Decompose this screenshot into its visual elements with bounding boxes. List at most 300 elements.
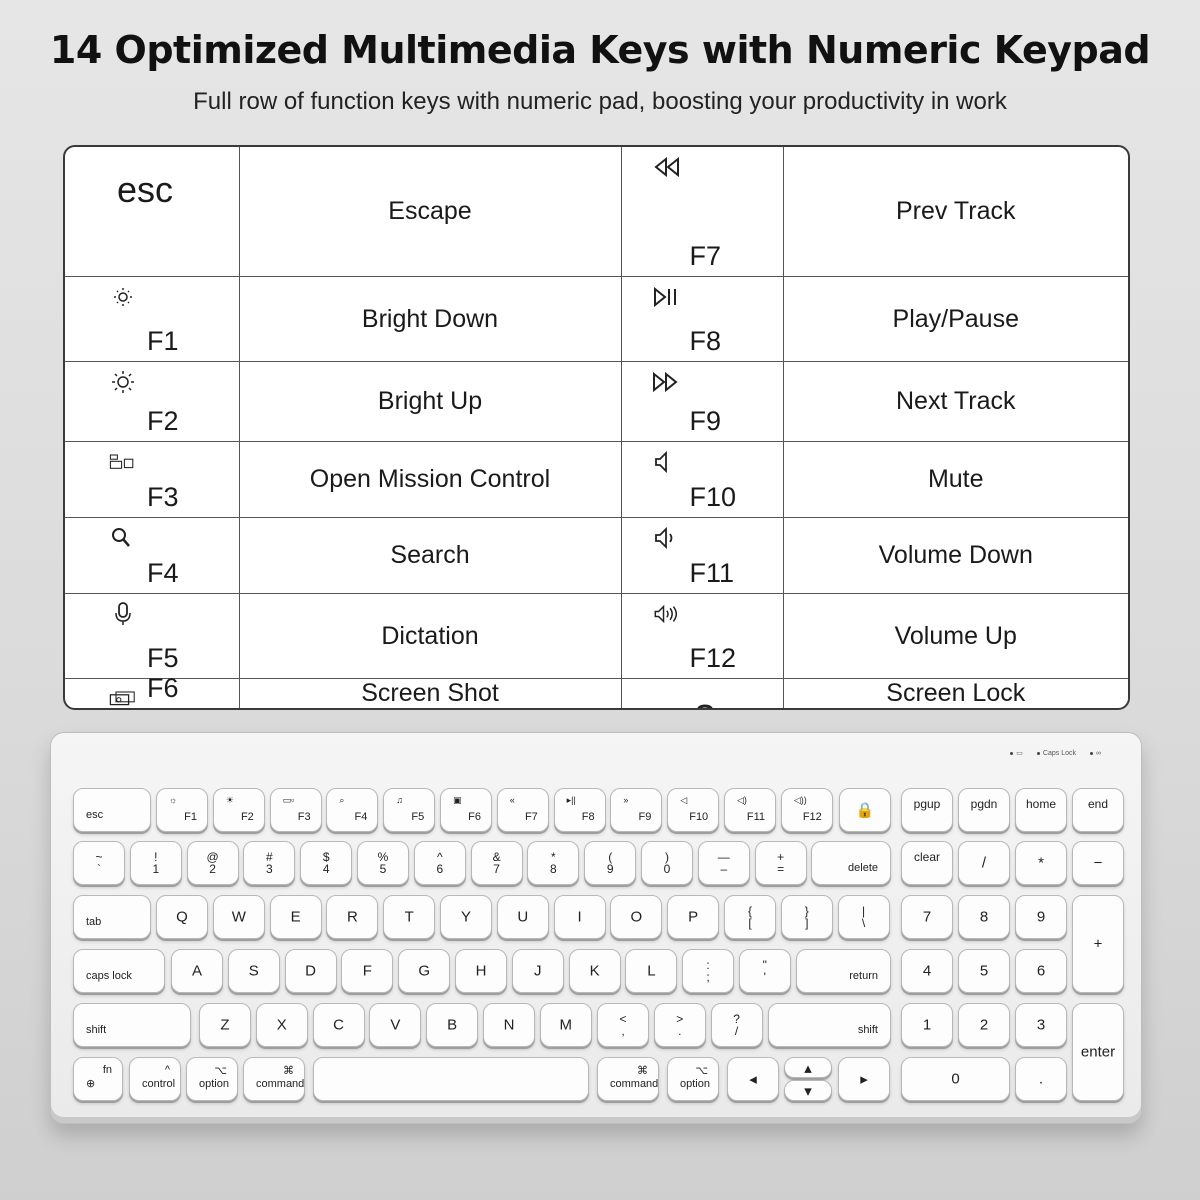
key-cell-f9 [621, 362, 783, 442]
battery-icon: ▭ [1016, 750, 1023, 757]
key-legend: } [804, 904, 809, 918]
key-description: Volume Down [783, 518, 1128, 594]
caps-lock-indicator [1037, 750, 1076, 757]
key-legend: 7 [493, 862, 500, 876]
key-esc[interactable] [73, 788, 151, 832]
key-pad-plus[interactable] [1072, 895, 1124, 993]
key-num[interactable] [300, 841, 352, 885]
key-legend: # [266, 850, 273, 864]
key-letter[interactable] [171, 949, 223, 993]
key-pad[interactable] [1015, 841, 1067, 885]
key-shift-left[interactable] [73, 1003, 191, 1047]
key-legend: option [680, 1078, 710, 1090]
key-legend: caps lock [86, 970, 132, 982]
fast-forward-icon [652, 370, 680, 394]
key-pad[interactable] [901, 895, 953, 939]
key-f7[interactable] [497, 788, 549, 832]
key-legend: A [191, 962, 202, 980]
arrow-up-icon: ▴ [804, 1059, 812, 1077]
key-option-right[interactable] [667, 1057, 719, 1101]
key-letter[interactable] [569, 949, 621, 993]
key-label: F7 [689, 241, 722, 271]
key-legend: . [678, 1024, 682, 1038]
key-f6[interactable] [440, 788, 492, 832]
key-legend: ; [706, 970, 710, 984]
key-pad-enter[interactable] [1072, 1003, 1124, 1101]
key-num[interactable] [641, 841, 693, 885]
key-legend: @ [206, 850, 219, 864]
key-lock[interactable] [839, 788, 891, 832]
key-symbol[interactable] [597, 1003, 649, 1047]
key-legend: ? [733, 1012, 740, 1026]
table-row [65, 147, 1128, 277]
key-legend: 5 [979, 962, 989, 980]
key-cell-f11 [621, 518, 783, 594]
key-pad[interactable] [958, 841, 1010, 885]
key-legend: ! [154, 850, 158, 864]
key-legend: F10 [689, 811, 709, 823]
key-letter[interactable] [426, 1003, 478, 1047]
key-pad[interactable] [1015, 949, 1067, 993]
control-symbol: ^ [164, 1064, 170, 1076]
fn-icon: ♫ [396, 795, 403, 805]
key-legend: 6 [436, 862, 444, 876]
key-legend: R [346, 908, 358, 926]
key-legend: ` [97, 862, 101, 876]
key-f11[interactable] [724, 788, 776, 832]
key-legend: Q [176, 908, 188, 926]
key-symbol[interactable] [838, 895, 890, 939]
key-letter[interactable] [270, 895, 322, 939]
key-legend: S [248, 962, 259, 980]
key-legend: C [333, 1016, 345, 1034]
key-letter[interactable] [369, 1003, 421, 1047]
key-f9[interactable] [610, 788, 662, 832]
key-pad-dot[interactable] [1015, 1057, 1067, 1101]
mission-control-icon [109, 450, 137, 474]
key-description: Bright Down [239, 277, 621, 362]
key-label: F11 [689, 558, 735, 588]
key-legend: X [276, 1016, 287, 1034]
key-description: Dictation [239, 594, 621, 679]
command-symbol: ⌘ [283, 1065, 294, 1077]
key-legend: L [647, 962, 656, 980]
key-legend: H [475, 962, 487, 980]
key-legend: * [551, 850, 556, 864]
key-letter[interactable] [285, 949, 337, 993]
key-cell-f7 [621, 147, 783, 277]
key-legend: J [534, 962, 542, 980]
key-pgup[interactable] [901, 788, 953, 832]
arrow-left-icon: ◂ [749, 1071, 757, 1088]
option-symbol: ⌥ [695, 1065, 708, 1077]
key-legend: delete [848, 862, 878, 874]
brightness-up-icon [109, 370, 137, 394]
key-description: Play/Pause [783, 277, 1128, 362]
key-legend: P [688, 908, 699, 926]
key-legend: pgup [913, 797, 941, 811]
key-legend: / [981, 854, 987, 872]
key-legend: U [517, 908, 529, 926]
function-key-table [63, 145, 1130, 710]
key-legend: M [559, 1016, 573, 1034]
key-symbol[interactable] [724, 895, 776, 939]
key-command-right[interactable] [597, 1057, 659, 1101]
link-icon: ∞ [1096, 749, 1101, 757]
key-label: F2 [147, 406, 179, 436]
key-symbol[interactable] [739, 949, 791, 993]
key-legend: F11 [746, 811, 765, 823]
key-legend: F7 [524, 811, 538, 823]
fn-icon: » [623, 795, 629, 805]
key-cell-f6 [65, 673, 239, 709]
key-legend: return [849, 970, 878, 982]
rewind-icon [652, 155, 680, 179]
key-f4[interactable] [326, 788, 378, 832]
key-legend: 9 [606, 862, 614, 876]
key-label: F8 [689, 326, 722, 356]
fn-icon: ▭▫ [282, 795, 295, 805]
key-letter[interactable] [512, 949, 564, 993]
key-num[interactable] [130, 841, 182, 885]
key-legend: 1 [922, 1016, 932, 1034]
key-pad[interactable] [1015, 895, 1067, 939]
key-legend: F6 [468, 811, 481, 823]
key-num[interactable] [755, 841, 807, 885]
key-f1[interactable] [156, 788, 208, 832]
key-legend: control [142, 1078, 176, 1090]
key-symbol[interactable] [654, 1003, 706, 1047]
key-symbol[interactable] [682, 949, 734, 993]
key-legend: F1 [184, 811, 197, 823]
key-f3[interactable] [270, 788, 322, 832]
key-description: Volume Up [783, 594, 1128, 679]
key-letter[interactable] [383, 895, 435, 939]
key-pad[interactable] [1015, 1003, 1067, 1047]
key-letter[interactable] [554, 895, 606, 939]
key-legend: N [503, 1016, 515, 1034]
key-legend: F12 [802, 811, 822, 823]
key-f10[interactable] [667, 788, 719, 832]
key-pad[interactable] [958, 949, 1010, 993]
key-legend: clear [913, 850, 940, 864]
key-legend: = [777, 862, 785, 876]
key-legend: / [734, 1024, 739, 1038]
key-letter[interactable] [228, 949, 280, 993]
key-letter[interactable] [199, 1003, 251, 1047]
key-legend: ( [608, 850, 613, 864]
key-description: Bright Up [239, 362, 621, 442]
key-legend: % [377, 850, 389, 864]
key-letter[interactable] [398, 949, 450, 993]
key-legend: G [418, 962, 431, 980]
key-arrow-left[interactable] [727, 1057, 779, 1101]
battery-indicator [1010, 749, 1023, 757]
key-legend: Z [220, 1016, 230, 1034]
fn-icon: ☼ [169, 795, 178, 805]
key-legend: . [1038, 1070, 1044, 1088]
caps-lock-led-label: Caps Lock [1042, 749, 1076, 757]
lock-icon: 🔒 [855, 802, 875, 819]
key-label: F9 [689, 406, 722, 436]
key-cell-esc [65, 147, 239, 277]
key-cell-f1 [65, 277, 239, 362]
key-legend: − [1093, 854, 1103, 872]
key-label: F5 [147, 643, 179, 673]
key-delete[interactable] [811, 841, 891, 885]
fn-icon: ◁ [680, 795, 688, 805]
play-pause-icon [652, 285, 680, 309]
key-f5[interactable] [383, 788, 435, 832]
key-legend: > [676, 1012, 684, 1026]
key-legend: ] [805, 916, 809, 930]
key-legend: F5 [411, 811, 425, 823]
key-legend: – [720, 862, 728, 876]
key-legend: 3 [266, 862, 273, 876]
key-letter[interactable] [610, 895, 662, 939]
key-cell-f12 [621, 594, 783, 679]
key-legend: — [717, 850, 730, 864]
key-letter[interactable] [540, 1003, 592, 1047]
key-legend: I [577, 908, 582, 926]
key-legend: F4 [354, 811, 368, 823]
key-legend: F8 [581, 811, 595, 823]
key-legend: , [621, 1024, 625, 1038]
key-letter[interactable] [341, 949, 393, 993]
page-subtitle: Full row of function keys with numeric pad, boosting your productivity in work [193, 88, 1007, 115]
key-legend: end [1087, 797, 1109, 811]
fn-icon: ▸|| [566, 795, 576, 805]
key-num[interactable] [584, 841, 636, 885]
key-letter[interactable] [497, 895, 549, 939]
fn-icon: ⌕ [339, 795, 345, 805]
key-legend: $ [322, 850, 330, 864]
key-f8[interactable] [554, 788, 606, 832]
fn-icon: ▣ [453, 795, 462, 805]
key-arrow-up[interactable] [784, 1057, 832, 1078]
key-label: F6 [147, 673, 179, 703]
led-indicators [1010, 749, 1101, 757]
key-legend: ~ [95, 850, 103, 864]
key-legend: F9 [638, 811, 652, 823]
mute-icon [652, 450, 680, 474]
key-legend: V [390, 1016, 401, 1034]
table-row [65, 277, 1128, 362]
bluetooth-indicator [1090, 750, 1101, 757]
key-tab[interactable] [73, 895, 151, 939]
key-cell-f3 [65, 442, 239, 518]
key-letter[interactable] [483, 1003, 535, 1047]
key-legend: ^ [436, 850, 443, 864]
key-legend: shift [86, 1024, 107, 1036]
key-legend: O [630, 908, 643, 926]
key-pad[interactable] [958, 895, 1010, 939]
command-symbol: ⌘ [637, 1065, 648, 1077]
key-legend: + [1093, 935, 1103, 953]
arrow-right-icon: ▸ [860, 1071, 868, 1088]
key-arrow-down[interactable] [784, 1080, 832, 1101]
key-f12[interactable] [781, 788, 833, 832]
key-cell-lock [621, 679, 783, 709]
table-row [65, 518, 1128, 594]
key-legend: esc [86, 809, 104, 821]
key-legend: 2 [209, 862, 216, 876]
key-cell-f8 [621, 277, 783, 362]
key-legend: ' [763, 970, 766, 984]
key-legend: 7 [922, 908, 932, 926]
key-home[interactable] [1015, 788, 1067, 832]
key-num[interactable] [414, 841, 466, 885]
key-legend: 6 [1036, 962, 1046, 980]
key-cell-f4 [65, 518, 239, 594]
fn-icon: ☀ [225, 795, 234, 805]
key-legend: | [862, 904, 866, 918]
key-description: Screen Lock [783, 679, 1128, 709]
key-control[interactable] [129, 1057, 181, 1101]
key-legend: F2 [240, 811, 254, 823]
key-legend: < [619, 1012, 627, 1026]
key-label: F1 [147, 326, 179, 356]
key-pgdn[interactable] [958, 788, 1010, 832]
key-legend: \ [861, 916, 866, 930]
key-command-left[interactable] [243, 1057, 305, 1101]
key-legend: fn [102, 1064, 112, 1076]
key-legend: F3 [297, 811, 311, 823]
fn-icon: ◁) [737, 795, 747, 805]
key-legend: command [256, 1078, 305, 1090]
key-legend: pgdn [970, 797, 998, 811]
key-legend: K [589, 962, 600, 980]
key-letter[interactable] [455, 949, 507, 993]
key-description: Open Mission Control [239, 442, 621, 518]
table-row [65, 594, 1128, 679]
key-description: Prev Track [783, 147, 1128, 277]
key-pad[interactable] [901, 949, 953, 993]
key-legend: enter [1080, 1043, 1116, 1061]
key-legend: B [447, 1016, 458, 1034]
key-fn[interactable] [73, 1057, 123, 1101]
fn-icon: « [509, 795, 515, 805]
option-symbol: ⌥ [214, 1065, 227, 1077]
key-num[interactable] [357, 841, 409, 885]
key-legend: 4 [322, 862, 330, 876]
key-pad[interactable] [958, 1003, 1010, 1047]
key-legend: T [404, 908, 414, 926]
key-legend: option [199, 1078, 229, 1090]
key-legend: * [1038, 854, 1044, 872]
key-arrow-right[interactable] [838, 1057, 890, 1101]
fn-icon: ◁)) [793, 795, 807, 805]
key-letter[interactable] [326, 895, 378, 939]
key-legend: F [362, 962, 372, 980]
key-letter[interactable] [213, 895, 265, 939]
key-letter[interactable] [440, 895, 492, 939]
key-letter[interactable] [313, 1003, 365, 1047]
key-end[interactable] [1072, 788, 1124, 832]
key-label: F3 [147, 482, 179, 512]
key-cell-f2 [65, 362, 239, 442]
key-description: Next Track [783, 362, 1128, 442]
table-row [65, 442, 1128, 518]
key-symbol[interactable] [711, 1003, 763, 1047]
key-num[interactable] [243, 841, 295, 885]
key-legend: 0 [951, 1070, 960, 1088]
key-num[interactable] [187, 841, 239, 885]
volume-up-icon [652, 602, 680, 626]
key-return[interactable] [796, 949, 891, 993]
key-legend: " [762, 958, 767, 972]
key-cell-f10 [621, 442, 783, 518]
page-title: 14 Optimized Multimedia Keys with Numeric Keypad [49, 28, 1151, 72]
keyboard [50, 732, 1142, 1124]
key-letter[interactable] [256, 1003, 308, 1047]
key-letter[interactable] [625, 949, 677, 993]
key-num[interactable] [73, 841, 125, 885]
key-legend: 2 [979, 1016, 989, 1034]
key-caps-lock[interactable] [73, 949, 165, 993]
key-legend: 3 [1036, 1016, 1046, 1034]
key-legend: { [747, 904, 752, 918]
key-legend: W [231, 908, 246, 926]
key-space[interactable] [313, 1057, 589, 1101]
microphone-icon [109, 602, 137, 626]
key-pad-zero[interactable] [901, 1057, 1010, 1101]
key-letter[interactable] [667, 895, 719, 939]
key-legend: + [777, 850, 785, 864]
key-legend: [ [748, 916, 752, 930]
key-letter[interactable] [156, 895, 208, 939]
key-num[interactable] [527, 841, 579, 885]
key-legend: home [1025, 797, 1057, 811]
key-description: Mute [783, 442, 1128, 518]
key-legend: command [610, 1078, 659, 1090]
key-legend: E [290, 908, 301, 926]
key-num[interactable] [698, 841, 750, 885]
key-legend: 9 [1036, 908, 1046, 926]
key-label: esc [117, 169, 174, 210]
key-pad[interactable] [1072, 841, 1124, 885]
key-legend: ) [665, 850, 669, 864]
key-legend: D [305, 962, 317, 980]
arrow-down-icon: ▾ [804, 1082, 812, 1100]
table-row [65, 679, 1128, 709]
key-clear[interactable] [901, 841, 953, 885]
key-symbol[interactable] [781, 895, 833, 939]
volume-down-icon [652, 526, 680, 550]
table-row [65, 362, 1128, 442]
key-legend: shift [857, 1024, 878, 1036]
screenshot-icon [109, 687, 137, 710]
key-legend: tab [86, 916, 102, 928]
key-label: F12 [689, 643, 737, 673]
key-label: F10 [689, 482, 737, 512]
key-pad[interactable] [901, 1003, 953, 1047]
key-description: Escape [239, 147, 621, 277]
key-legend: 5 [379, 862, 387, 876]
brightness-down-icon [109, 285, 137, 309]
key-num[interactable] [471, 841, 523, 885]
key-description: Search [239, 518, 621, 594]
key-legend: : [706, 958, 710, 972]
lock-icon [690, 703, 720, 710]
key-shift-right[interactable] [768, 1003, 891, 1047]
key-legend: 0 [663, 862, 671, 876]
key-label: F4 [147, 558, 179, 588]
key-legend: 8 [979, 908, 989, 926]
key-option-left[interactable] [186, 1057, 238, 1101]
key-legend: 1 [152, 862, 160, 876]
key-f2[interactable] [213, 788, 265, 832]
